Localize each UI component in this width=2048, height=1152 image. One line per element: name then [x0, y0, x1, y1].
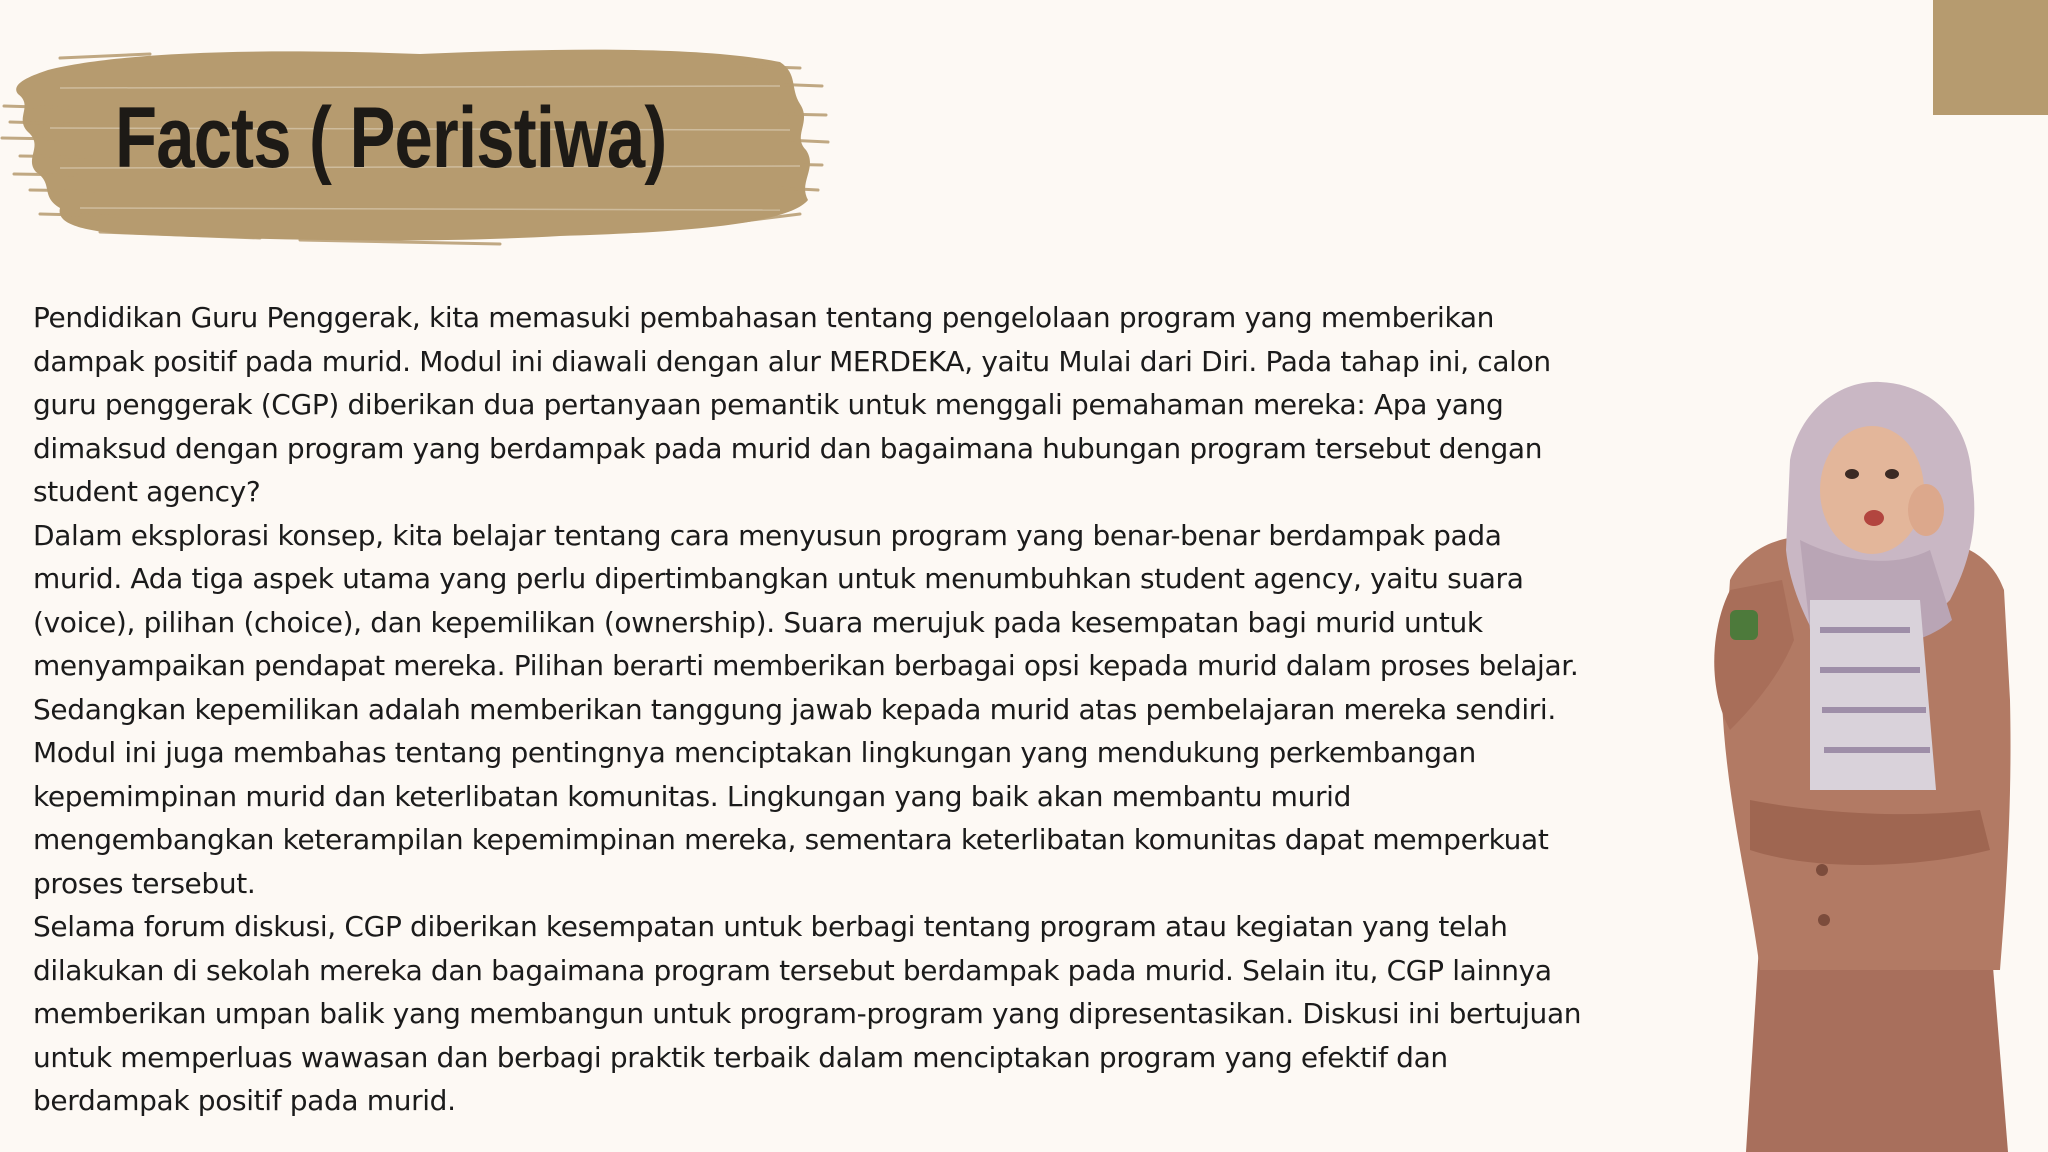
text-line: kepemimpinan murid dan keterlibatan komunitas. Lingkungan yang baik akan membantu murid: [33, 779, 1351, 813]
text-line: murid. Ada tiga aspek utama yang perlu dipertimbangkan untuk menumbuhkan student agency, yaitu suara: [33, 562, 1524, 595]
text-line: guru penggerak (CGP) diberikan dua pertanyaan pemantik untuk menggali pemahaman mereka: Apa yang: [33, 388, 1504, 421]
text-line: student agency?: [33, 475, 261, 508]
slide-title: Facts ( Peristiwa): [115, 90, 667, 186]
text-line: dampak positif pada murid. Modul ini diawali dengan alur MERDEKA, yaitu Mulai dari Diri. Pada tahap ini, calon: [33, 344, 1551, 378]
text-line: mengembangkan keterampilan kepemimpinan mereka, sementara keterlibatan komunitas dapat memperkuat: [33, 823, 1549, 856]
text-line: untuk memperluas wawasan dan berbagi praktik terbaik dalam menciptakan program yang efektif dan: [33, 1040, 1448, 1074]
text-line: Sedangkan kepemilikan adalah memberikan tanggung jawab kepada murid atas pembelajaran mereka sendiri.: [33, 692, 1556, 726]
person-illustration: [1690, 370, 2048, 1152]
text-line: proses tersebut.: [33, 866, 256, 900]
body-paragraph: [33, 296, 1593, 1123]
text-line: Selama forum diskusi, CGP diberikan kesempatan untuk berbagi tentang program atau kegiatan yang telah: [33, 910, 1508, 943]
text-line: (voice), pilihan (choice), dan kepemilikan (ownership). Suara merujuk pada kesempatan bagi murid untuk: [33, 605, 1483, 639]
text-line: berdampak positif pada murid.: [33, 1084, 456, 1117]
text-line: Pendidikan Guru Penggerak, kita memasuki pembahasan tentang pengelolaan program yang memberikan: [33, 301, 1495, 334]
text-line: Modul ini juga membahas tentang pentingnya menciptakan lingkungan yang mendukung perkembangan: [33, 736, 1476, 769]
text-line: Dalam eksplorasi konsep, kita belajar tentang cara menyusun program yang benar-benar berdampak pada: [33, 518, 1502, 552]
text-line: dilakukan di sekolah mereka dan bagaimana program tersebut berdampak pada murid. Selain itu, CGP lainnya: [33, 953, 1552, 987]
text-line: dimaksud dengan program yang berdampak pada murid dan bagaimana hubungan program tersebut dengan: [33, 431, 1543, 465]
corner-accent-block: [1933, 0, 2048, 115]
text-line: memberikan umpan balik yang membangun untuk program-program yang dipresentasikan. Diskusi ini bertujuan: [33, 997, 1582, 1030]
text-line: menyampaikan pendapat mereka. Pilihan berarti memberikan berbagai opsi kepada murid dalam proses belajar.: [33, 649, 1579, 682]
